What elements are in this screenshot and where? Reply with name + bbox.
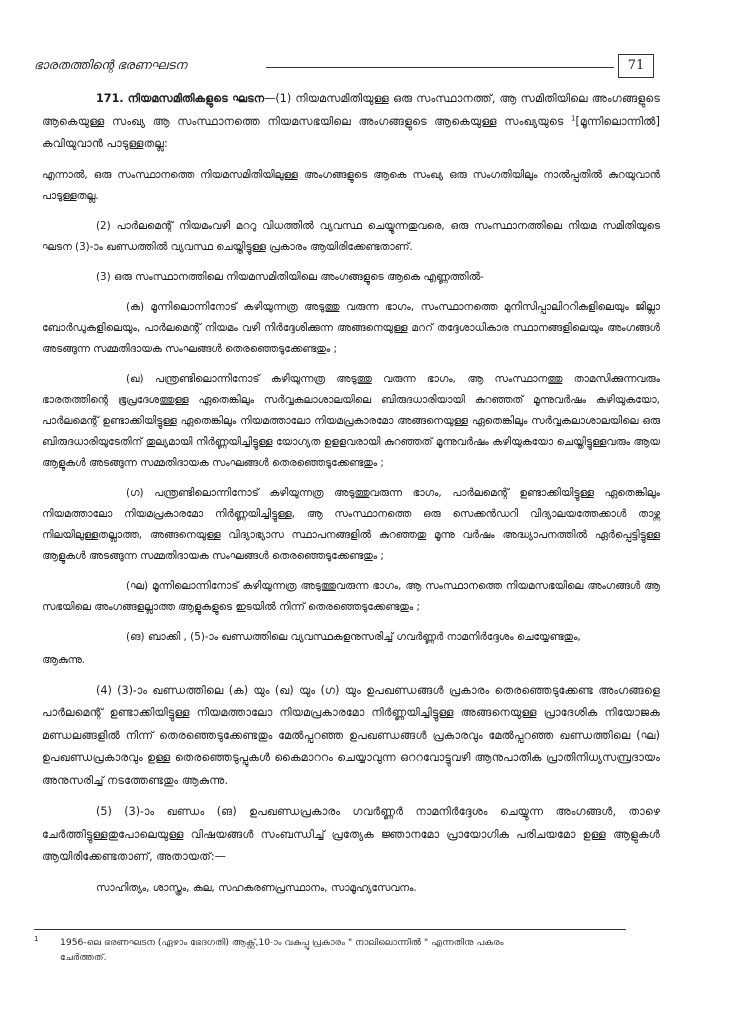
sub-clause-c: (ഗ) പന്ത്രണ്ടിലൊന്നിനോട് കഴിയുന്നത്ര അടുത്തുവരുന്ന ഭാഗം, പാർലമെന്റ് ഉണ്ടാക്കിയിട്ടുള്ള ഏതെങ്കിലും നിയമത്താലോ നിയമപ്രകാരമോ നിർണ്ണയിച്ചിട്ടുള്ള, ആ സംസ്ഥാനത്തെ ഒരു സെക്കൻഡറി വിദ്യാലയത്തേക്കാൾ താഴ്ന്ന നിലയിലുള്ളതല്ലാത്ത, അങ്ങനെയുള്ള വിദ്യാഭ്യാസ സ്ഥാപനങ്ങളിൽ കുറഞ്ഞതു മൂന്നു വർഷം അദ്ധ്യാപനത്തിൽ ഏർപ്പെട്ടിട്ടുള്ള ആളുകൾ അടങ്ങുന്ന സമ്മതിദായക സംഘങ്ങൾ തെരഞ്ഞെടുക്കേണ്ടതും ;: [42, 486, 660, 562]
clause-1-text: —(1) നിയമസമിതിയുള്ള ഒരു സംസ്ഥാനത്ത്, ആ സമിതിയിലെ അംഗങ്ങളുടെ ആകെയുള്ള സംഖ്യ ആ സംസ്ഥാനത്തെ നിയമസഭയിലെ അംഗങ്ങളുടെ ആകെയുള്ള സംഖ്യയുടെ: [42, 92, 661, 128]
document-body: [42, 88, 660, 908]
section-title: നിയമസമിതികളുടെ ഘടന: [127, 92, 265, 105]
page-header: [34, 54, 664, 78]
page-number: 71: [618, 54, 654, 78]
clause-2: (2) പാർലമെന്റ് നിയമംവഴി മററു വിധത്തിൽ വ്യവസ്ഥ ചെയ്യുന്നതുവരെ, ഒരു സംസ്ഥാനത്തിലെ നിയമ സമിതിയുടെ ഘടന (3)-ാം ഖണ്ഡത്തിൽ വ്യവസ്ഥ ചെയ്തിട്ടുള്ള പ്രകാരം ആയിരിക്കേണ്ടതാണ്.: [42, 219, 660, 253]
sub-clause-d: (ഘ) മൂന്നിലൊന്നിനോട് കഴിയുന്നത്ര അടുത്തുവരുന്ന ഭാഗം, ആ സംസ്ഥാനത്തെ നിയമസഭയിലെ അംഗങ്ങൾ ആ സഭയിലെ അംഗങ്ങളല്ലാത്ത ആളുകളുടെ ഇടയിൽ നിന്ന് തെരഞ്ഞെടുക്കേണ്ടതും ;: [42, 579, 660, 613]
sub-clause-b: (ഖ) പന്ത്രണ്ടിലൊന്നിനോട് കഴിയുന്നത്ര അടുത്തു വരുന്ന ഭാഗം, ആ സംസ്ഥാനത്തു താമസിക്കുന്നവരും ഭാരതത്തിന്റെ ഭൂപ്രദേശത്തുള്ള ഏതെങ്കിലും സർവ്വകലാശാലയിലെ ബിരുദധാരിയായി കുറഞ്ഞത് മൂന്നുവർഷം കഴിയുകയോ, പാർലമെന്റ് ഉണ്ടാക്കിയിട്ടുള്ള ഏതെങ്കിലും നിയമത്താലോ നിയമപ്രകാരമോ അങ്ങനെയുള്ള ഏതെങ്കിലും സർവ്വകലാശാലയിലെ ഒരു ബിരുദധാരിയുടേതിന് തുല്യമായി നിർണ്ണയിച്ചിട്ടുള്ള യോഗ്യത ഉളളവരായി കുറഞ്ഞത് മൂന്നുവർഷം കഴിയുകയോ ചെയ്തിട്ടുള്ളവരും ആയ ആളുകൾ അടങ്ങുന്ന സമ്മതിദായക സംഘങ്ങൾ തെരഞ്ഞെടുക്കേണ്ടതും ;: [42, 372, 660, 469]
footnote-rule: [34, 929, 626, 930]
footnote: [34, 935, 634, 965]
proviso: എന്നാൽ, ഒരു സംസ്ഥാനത്തെ നിയമസമിതിയിലുള്ള അംഗങ്ങളുടെ ആകെ സംഖ്യ ഒരു സംഗതിയിലും നാൽപ്പതിൽ കുറയുവാൻ പാടുള്ളതല്ല.: [42, 168, 660, 202]
header-rule: [266, 67, 614, 68]
footnote-line: 1 1956-ലെ ഭരണഘടന (ഏഴാം ഭേദഗതി) ആക്റ്റ്,10-ാം വകുപ്പു പ്രകാരം " നാലിലൊന്നിൽ " എന്നതിനു പകരം: [34, 934, 504, 948]
footnote-reference: 1: [571, 113, 576, 122]
sub-clauses-ending: ആകുന്നു.: [42, 653, 86, 666]
section-number: 171.: [96, 92, 124, 105]
section-171-clause-1: [42, 88, 660, 156]
running-title: ഭാരതത്തിന്റെ ഭരണഘടന: [34, 57, 187, 72]
clause-3: (3) ഒരു സംസ്ഥാനത്തിലെ നിയമസമിതിയിലെ അംഗങ്ങളുടെ ആകെ എണ്ണത്തിൽ-: [96, 270, 484, 283]
subjects-list: സാഹിത്യം, ശാസ്ത്രം, കല, സഹകരണപ്രസ്ഥാനം, സാമൂഹ്യസേവനം.: [96, 881, 417, 894]
clause-1-end: [മൂന്നിലൊന്നിൽ] കവിയുവാൻ പാടുള്ളതല്ല:: [42, 114, 660, 150]
footnote-text: 1956-ലെ ഭരണഘടന (ഏഴാം ഭേദഗതി) ആക്റ്റ്,10-ാം വകുപ്പു പ്രകാരം " നാലിലൊന്നിൽ " എന്നതിനു പകരം: [60, 937, 504, 948]
clause-4: (4) (3)-ാം ഖണ്ഡത്തിലെ (ക) യും (ഖ) യും (ഗ) യും ഉപഖണ്ഡങ്ങൾ പ്രകാരം തെരഞ്ഞെടുക്കേണ്ട അംഗങ്ങളെ പാർലമെന്റ് ഉണ്ടാക്കിയിട്ടുള്ള നിയമത്താലോ നിയമപ്രകാരമോ നിർണ്ണയിച്ചിട്ടുള്ള അങ്ങനെയുള്ള പ്രാദേശിക നിയോജക മണ്ഡലങ്ങളിൽ നിന്ന് തെരഞ്ഞെടുക്കേണ്ടതും മേൽപ്പറഞ്ഞ ഉപഖണ്ഡങ്ങൾ പ്രകാരവും മേൽപ്പറഞ്ഞ ഖണ്ഡത്തിലെ (ഘ) ഉപഖണ്ഡപ്രകാരവും ഉള്ള തെരഞ്ഞെടുപ്പുകൾ കൈമാററം ചെയ്യാവുന്ന ഒററവോട്ടുവഴി ആനുപാതിക പ്രാതിനിധ്യസമ്പ്രദായം അനുസരിച്ച് നടത്തേണ്ടതും ആകുന്നു.: [42, 683, 660, 787]
sub-clause-e: (ങ) ബാക്കി , (5)-ാം ഖണ്ഡത്തിലെ വ്യവസ്ഥകളനുസരിച്ച് ഗവർണ്ണർ നാമനിർദ്ദേശം ചെയ്യേണ്ടതും,: [126, 630, 581, 643]
sub-clause-a: (ക) മൂന്നിലൊന്നിനോട് കഴിയുന്നത്ര അടുത്തു വരുന്ന ഭാഗം, സംസ്ഥാനത്തെ മുനിസിപ്പാലിററികളിലെയും ജില്ലാ ബോർഡുകളിലെയും, പാർലമെന്റ് നിയമം വഴി നിർദ്ദേശിക്കുന്ന അങ്ങനെയുള്ള മററ് തദ്ദേശാധികാര സ്ഥാനങ്ങളിലെയും അംഗങ്ങൾ അടങ്ങുന്ന സമ്മതിദായക സംഘങ്ങൾ തെരഞ്ഞെടുക്കേണ്ടതും ;: [42, 300, 660, 355]
footnote-continuation: ചേർത്തത്.: [60, 952, 107, 963]
clause-5: (5) (3)-ാം ഖണ്ഡം (ങ) ഉപഖണ്ഡപ്രകാരം ഗവർണ്ണർ നാമനിർദ്ദേശം ചെയ്യുന്ന അംഗങ്ങൾ, താഴെ ചേർത്തിട്ടുള്ളതുപോലെയുള്ള വിഷയങ്ങൾ സംബന്ധിച്ച് പ്രത്യേക ജ്ഞാനമോ പ്രായോഗിക പരിചയമോ ഉള്ള ആളുകൾ ആയിരിക്കേണ്ടതാണ്, അതായത്:—: [42, 805, 660, 863]
